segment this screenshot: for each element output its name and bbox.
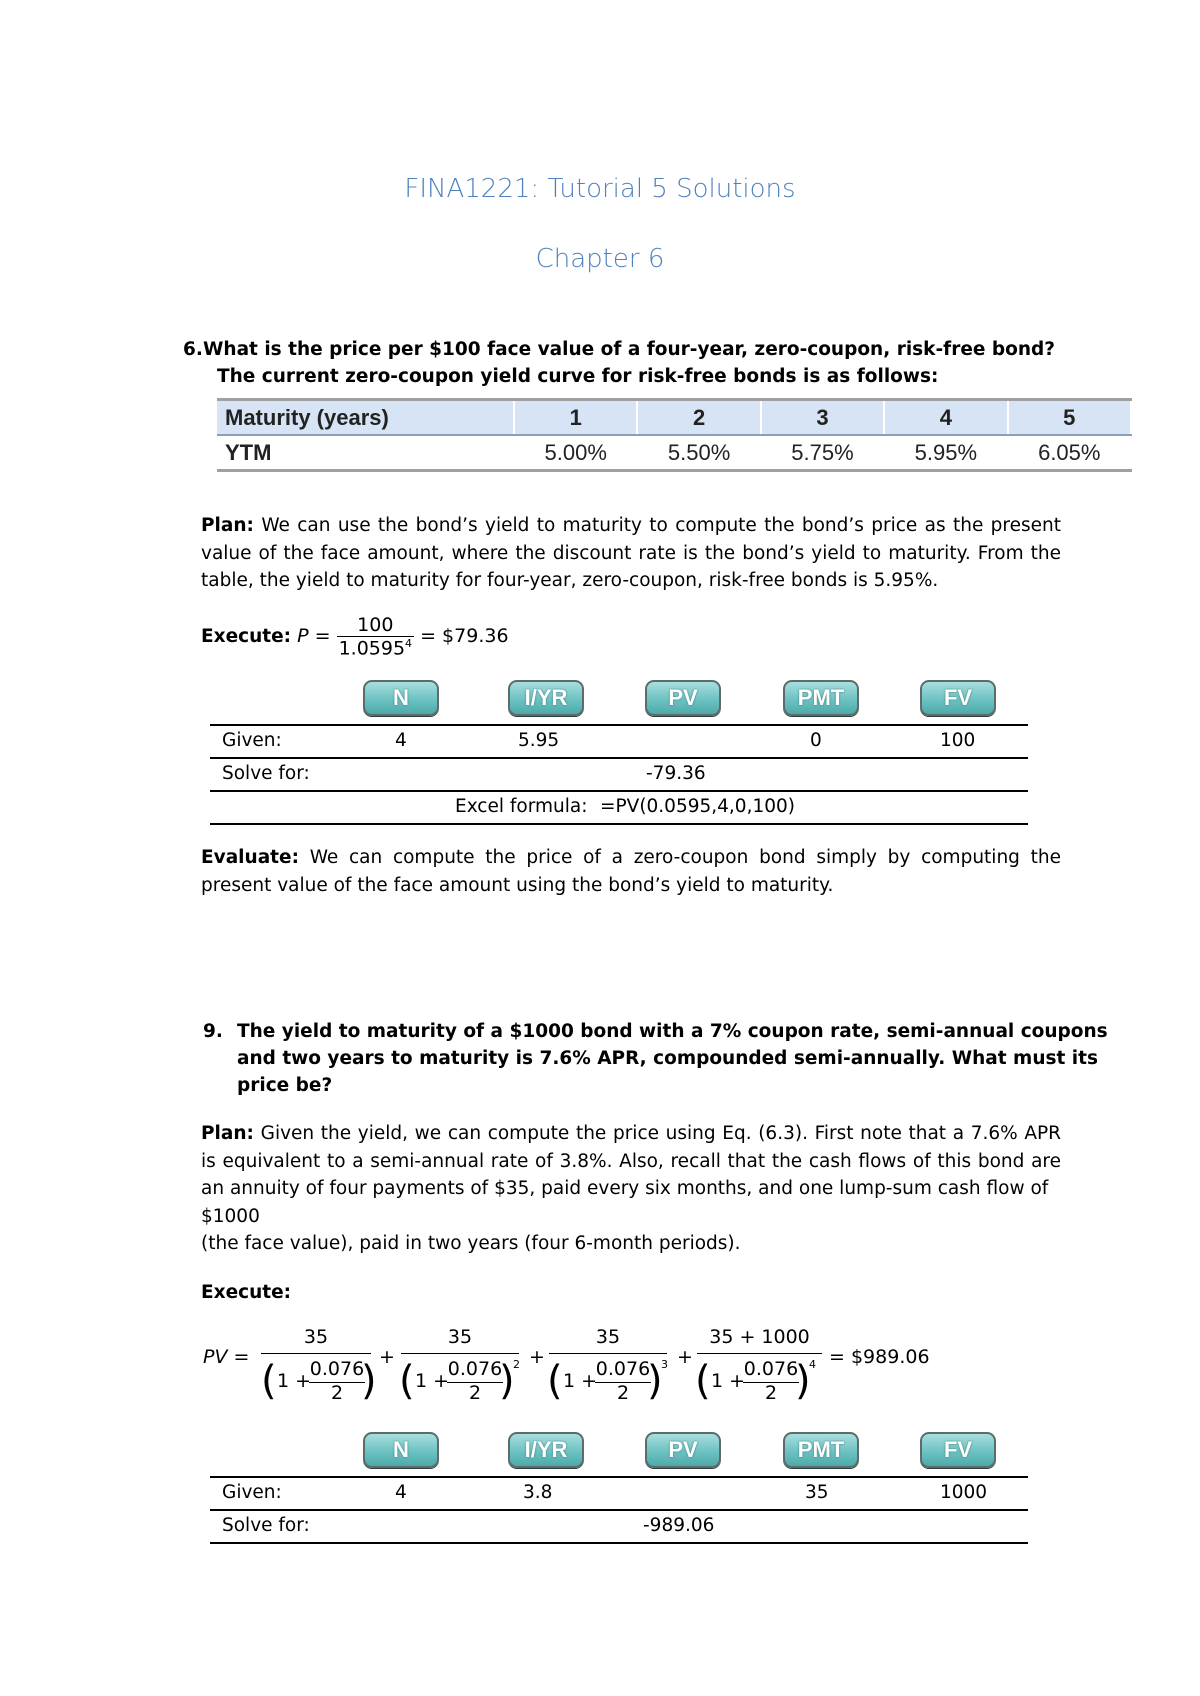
q9-solve-table [210, 1511, 1028, 1542]
q9-number: 9. [203, 1021, 223, 1042]
ytm-cell: 6.05% [1008, 435, 1131, 471]
q9-term2-two: 2 [468, 1382, 482, 1404]
q9-plus: + [379, 1346, 395, 1368]
q9-formula [201, 1326, 1151, 1416]
q9-term2-oneplus: 1 + [415, 1370, 450, 1392]
ytm-row [217, 435, 1131, 471]
q6-formula-result: = $79.36 [420, 625, 509, 648]
calc-fv-button: FV [920, 1432, 996, 1468]
maturity-cell: 5 [1008, 400, 1131, 436]
fraction-bar [697, 1353, 822, 1354]
ytm-cell: 5.50% [637, 435, 760, 471]
given-iyr: 3.8 [523, 1482, 553, 1503]
solve-row [210, 759, 1028, 790]
table-rule [210, 1542, 1028, 1544]
solve-row [210, 1511, 1028, 1542]
given-fv: 100 [940, 730, 976, 751]
given-label: Given: [222, 730, 282, 751]
calc-n-button: N [363, 1432, 439, 1468]
paren-left: ( [261, 1358, 277, 1404]
paren-left: ( [399, 1358, 415, 1404]
maturity-label: Maturity (years) [217, 400, 514, 436]
q9-term3-numerator: 35 [595, 1326, 621, 1348]
table-rule [210, 823, 1028, 825]
ytm-cell: 5.00% [514, 435, 637, 471]
given-iyr: 5.95 [518, 730, 560, 751]
solve-pv: -79.36 [646, 763, 706, 784]
q9-term2-exponent: 2 [513, 1358, 520, 1371]
paren-right: ) [499, 1358, 515, 1404]
q9-plus: + [677, 1346, 693, 1368]
paren-left: ( [547, 1358, 563, 1404]
q9-term4-rate: 0.076 [743, 1358, 799, 1380]
q9-question-line2: and two years to maturity is 7.6% APR, compounded semi-annually. What must its [237, 1048, 1098, 1069]
q9-calc-table [210, 1478, 1028, 1509]
paren-right: ) [795, 1358, 811, 1404]
q9-term1-two: 2 [330, 1382, 344, 1404]
q6-question-line2: The current zero-coupon yield curve for risk-free bonds is as follows: [217, 366, 939, 387]
maturity-cell: 2 [637, 400, 760, 436]
given-pmt: 35 [805, 1482, 829, 1503]
solve-label: Solve for: [222, 1515, 310, 1536]
given-pmt: 0 [810, 730, 822, 751]
q9-plan [201, 1120, 1061, 1258]
calc-pv-button: PV [645, 1432, 721, 1468]
q9-term4-numerator: 35 + 1000 [709, 1326, 810, 1348]
q9-term3-oneplus: 1 + [563, 1370, 598, 1392]
calc-pmt-button: PMT [783, 1432, 859, 1468]
q9-formula-result: = $989.06 [829, 1346, 930, 1368]
q9-plus: + [529, 1346, 545, 1368]
yield-curve-table [217, 398, 1132, 472]
maturity-cell: 1 [514, 400, 637, 436]
paren-left: ( [695, 1358, 711, 1404]
paren-right: ) [361, 1358, 377, 1404]
q6-formula-denominator: 1.0595 [338, 637, 406, 660]
ytm-label: YTM [217, 435, 514, 471]
q9-plan-text-2: $1000 [201, 1205, 260, 1227]
q9-term4-oneplus: 1 + [711, 1370, 746, 1392]
q6-calc-table [210, 726, 1028, 757]
q9-term3-two: 2 [616, 1382, 630, 1404]
fraction-bar [261, 1353, 371, 1354]
fraction-bar [401, 1353, 519, 1354]
q6-evaluate [201, 844, 1061, 899]
q9-plan-label: Plan: [201, 1123, 254, 1144]
given-row [210, 726, 1028, 757]
given-fv: 1000 [940, 1482, 988, 1503]
q6-question-line1: What is the price per $100 face value of a four-year, zero-coupon, risk-free bond? [203, 339, 1055, 360]
calc-iyr-button: I/YR [508, 1432, 584, 1468]
q6-plan-text: We can use the bond’s yield to maturity to compute the bond’s price as the present value of the face amount, where the discount rate is the bond’s yield to maturity. From the table, the yield to maturity for four-year, zero-coupon, risk-free bonds is 5.95%. [201, 515, 1061, 591]
calc-fv-button: FV [920, 680, 996, 716]
q9-term4-two: 2 [764, 1382, 778, 1404]
q9-term1-numerator: 35 [303, 1326, 329, 1348]
q6-solve-table [210, 759, 1028, 790]
calc-pmt-button: PMT [783, 680, 859, 716]
ytm-cell: 5.75% [761, 435, 884, 471]
document-title: FINA1221: Tutorial 5 Solutions [404, 174, 796, 204]
q6-plan-label: Plan: [201, 515, 254, 536]
q9-term3-rate: 0.076 [595, 1358, 651, 1380]
paren-right: ) [647, 1358, 663, 1404]
excel-row [210, 792, 1028, 823]
given-n: 4 [395, 730, 407, 751]
calc-iyr-button: I/YR [508, 680, 584, 716]
maturity-cell: 3 [761, 400, 884, 436]
chapter-heading: Chapter 6 [535, 244, 665, 274]
calc-n-button: N [363, 680, 439, 716]
maturity-row [217, 400, 1131, 436]
q6-formula-exponent: 4 [405, 637, 413, 650]
given-n: 4 [395, 1482, 407, 1503]
q6-excel-table [210, 792, 1028, 823]
q6-evaluate-text: We can compute the price of a zero-coupon bond simply by computing the present value of the face amount using the bond’s yield to maturity. [201, 847, 1061, 896]
q6-number: 6. [183, 339, 203, 360]
q9-formula-pv: PV = [203, 1346, 250, 1368]
maturity-cell: 4 [884, 400, 1007, 436]
given-label: Given: [222, 1482, 282, 1503]
q9-execute-label: Execute: [201, 1282, 292, 1303]
q6-execute [201, 614, 509, 674]
q9-term4-exponent: 4 [809, 1358, 816, 1371]
calc-pv-button: PV [645, 680, 721, 716]
q9-question-line1: The yield to maturity of a $1000 bond with a 7% coupon rate, semi-annual coupons [237, 1021, 1108, 1042]
q9-term3-exponent: 3 [661, 1358, 668, 1371]
q9-term1-rate: 0.076 [309, 1358, 365, 1380]
q6-plan [201, 512, 1061, 595]
q6-formula-numerator: 100 [357, 614, 394, 636]
excel-formula: =PV(0.0595,4,0,100) [600, 796, 795, 817]
excel-label: Excel formula: [455, 796, 588, 817]
given-row [210, 1478, 1028, 1509]
solve-pv: -989.06 [643, 1515, 715, 1536]
q6-formula-p: P = [297, 625, 331, 648]
q9-term1-oneplus: 1 + [277, 1370, 312, 1392]
q6-fraction [337, 614, 414, 659]
fraction-bar [549, 1353, 667, 1354]
solve-label: Solve for: [222, 763, 310, 784]
q9-plan-text-3: (the face value), paid in two years (four 6-month periods). [201, 1233, 741, 1254]
q9-question-line3: price be? [237, 1075, 333, 1096]
q6-execute-label: Execute: [201, 626, 292, 648]
q9-term2-numerator: 35 [447, 1326, 473, 1348]
q6-evaluate-label: Evaluate: [201, 847, 299, 868]
ytm-cell: 5.95% [884, 435, 1007, 471]
q9-plan-text: Given the yield, we can compute the price using Eq. (6.3). First note that a 7.6% APR is equivalent to a semi-annual rate of 3.8%. Also, recall that the cash flows of this bond are an annuity of four payments of $35, paid every six months, and one lump-sum cash flow of [201, 1123, 1061, 1199]
q9-term2-rate: 0.076 [447, 1358, 503, 1380]
